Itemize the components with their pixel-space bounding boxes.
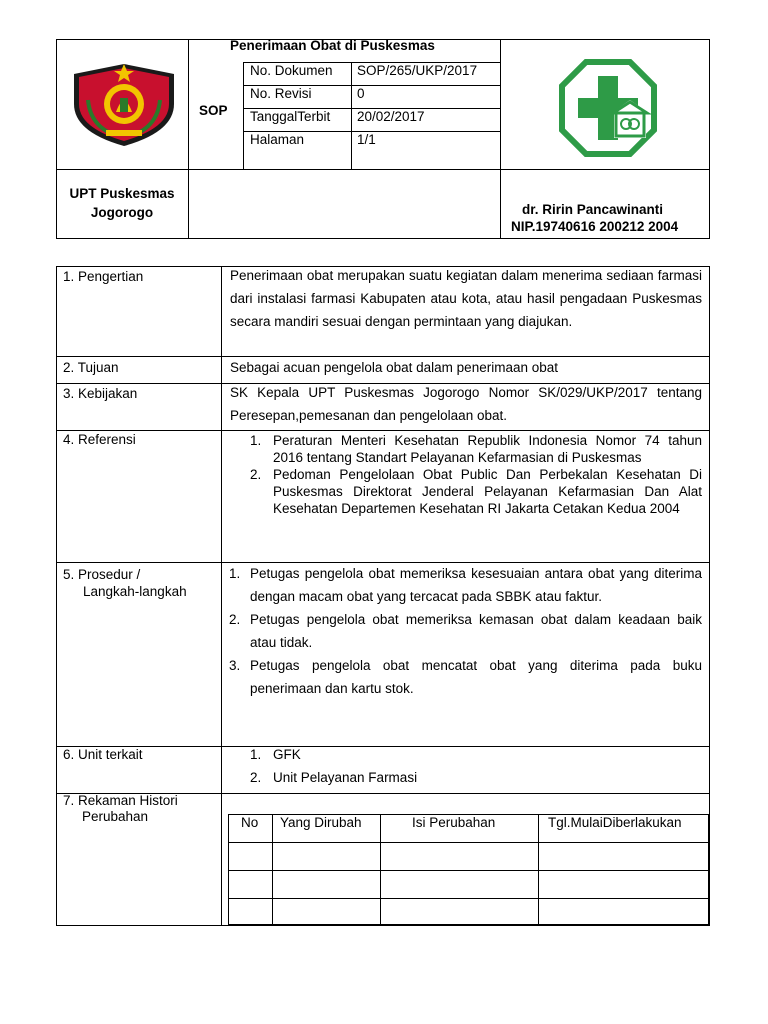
regency-emblem-icon [68, 60, 180, 150]
signer-name: dr. Ririn Pancawinanti [522, 202, 664, 217]
document-title: Penerimaan Obat di Puskesmas [230, 38, 435, 53]
list-item [229, 654, 702, 700]
list-number: 1. [229, 566, 241, 581]
section-text-kebijakan: SK Kepala UPT Puskesmas Jogorogo Nomor SK/029/UKP/2017 tentang Peresepan,pemesanan dan pengelolaan obat. [230, 385, 702, 423]
unit-terkait-list [250, 743, 690, 789]
history-col-isi-perubahan: Isi Perubahan [412, 815, 496, 830]
prosedur-label-line-2: Langkah-langkah [83, 584, 187, 599]
sop-label: SOP [199, 103, 228, 118]
list-item [250, 743, 690, 766]
section-label-rekaman [63, 793, 178, 825]
meta-label-page: Halaman [250, 132, 305, 147]
section-label-prosedur [63, 566, 187, 600]
list-item [229, 608, 702, 654]
list-text: Peraturan Menteri Kesehatan Republik Indonesia Nomor 74 tahun 2016 tentang Standart Pelayanan Kefarmasian di Puskesmas [273, 433, 702, 465]
list-number: 1. [250, 433, 262, 448]
section-label-kebijakan: 3. Kebijakan [63, 386, 138, 401]
org-line-2: Jogorogo [90, 205, 154, 220]
section-label-unit-terkait: 6. Unit terkait [63, 747, 143, 762]
list-number: 2. [250, 467, 262, 482]
section-text-pengertian: Penerimaan obat merupakan suatu kegiatan dalam menerima sediaan farmasi dari instalasi farmasi Kabupaten atau kota, atau hasil pengadaan Puskesmas secara mandiri sesuai dengan permintaan yang diajukan. [230, 268, 702, 329]
list-item [250, 766, 690, 789]
org-line-1: UPT Puskesmas [69, 186, 175, 201]
meta-label-date: TanggalTerbit [250, 109, 331, 124]
referensi-list [250, 432, 702, 517]
meta-value-date: 20/02/2017 [357, 109, 425, 124]
list-text: Petugas pengelola obat memeriksa kesesuaian antara obat yang diterima dengan macam obat yang tercacat pada SBBK atau faktur. [250, 566, 702, 604]
rekaman-label-line-1: 7. Rekaman Histori [63, 793, 178, 808]
meta-value-doc: SOP/265/UKP/2017 [357, 63, 478, 78]
history-col-no: No [241, 815, 259, 830]
history-col-tgl: Tgl.MulaiDiberlakukan [548, 815, 682, 830]
list-text: GFK [273, 747, 301, 762]
section-text-tujuan: Sebagai acuan pengelola obat dalam penerimaan obat [230, 360, 559, 375]
meta-value-rev: 0 [357, 86, 365, 101]
list-number: 3. [229, 658, 241, 673]
meta-label-doc: No. Dokumen [250, 63, 333, 78]
signer-nip: NIP.19740616 200212 2004 [511, 219, 679, 234]
meta-value-page: 1/1 [357, 132, 376, 147]
meta-label-rev: No. Revisi [250, 86, 312, 101]
list-item [250, 432, 702, 466]
list-text: Petugas pengelola obat memeriksa kemasan obat dalam keadaan baik atau tidak. [250, 612, 702, 650]
list-item [250, 466, 702, 517]
rekaman-label-line-2: Perubahan [82, 809, 149, 824]
list-number: 1. [250, 747, 262, 762]
list-text: Unit Pelayanan Farmasi [273, 770, 418, 785]
org-name [56, 184, 188, 222]
prosedur-label-line-1: 5. Prosedur / [63, 567, 141, 582]
section-label-tujuan: 2. Tujuan [63, 360, 119, 375]
list-item [229, 562, 702, 608]
prosedur-list [229, 562, 702, 700]
list-number: 2. [250, 770, 262, 785]
list-number: 2. [229, 612, 241, 627]
history-col-yang-dirubah: Yang Dirubah [280, 815, 362, 830]
puskesmas-logo-icon [558, 58, 658, 158]
section-label-pengertian: 1. Pengertian [63, 269, 144, 284]
list-text: Pedoman Pengelolaan Obat Public Dan Perbekalan Kesehatan Di Puskesmas Direktorat Jenderal Pelayanan Kefarmasian Dan Alat Kesehatan Departemen Kesehatan RI Jakarta Cetakan Kedua 2004 [273, 467, 702, 516]
list-text: Petugas pengelola obat mencatat obat yang diterima pada buku penerimaan dan kartu stok. [250, 658, 702, 696]
section-label-referensi: 4. Referensi [63, 432, 136, 447]
